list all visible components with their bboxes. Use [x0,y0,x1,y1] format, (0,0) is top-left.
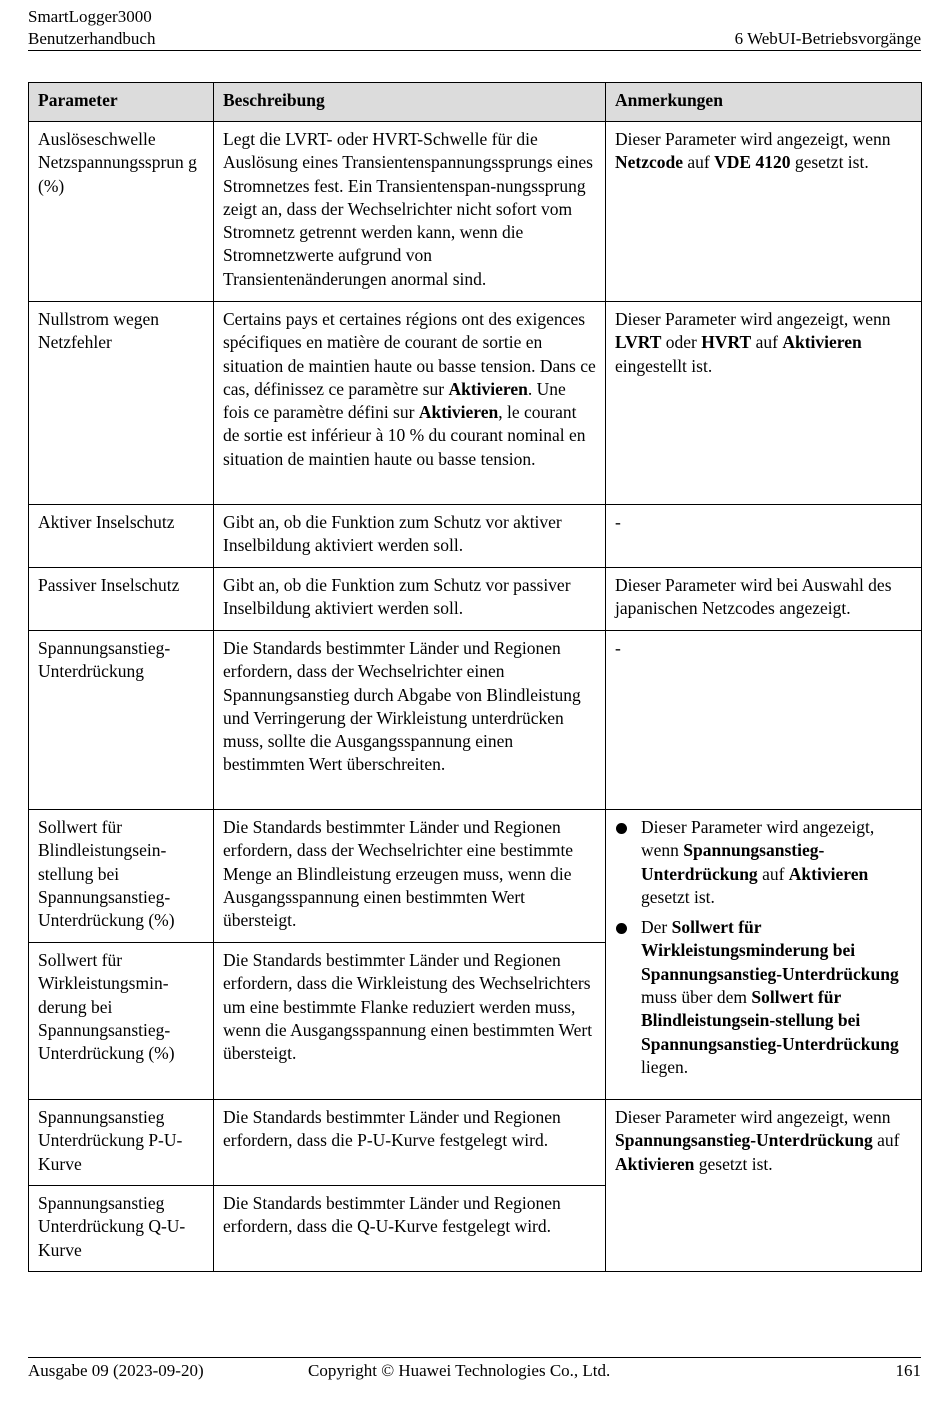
remark-cell: Dieser Parameter wird angezeigt, wenn LVRT oder HVRT auf Aktivieren eingestellt ist. [606,302,922,505]
parameter-cell: Nullstrom wegen Netzfehler [29,302,214,505]
remark-cell: - [606,631,922,810]
description-cell: Die Standards bestimmter Länder und Regionen erfordern, dass der Wechselrichter eine bestimmte Menge an Blindleistung erzeugen muss, wenn die Ausgangsspannung einen bestimmten Wert übersteigt. [214,810,606,943]
remark-cell [606,810,922,1100]
column-header-parameter: Parameter [29,83,214,122]
header-rule [28,50,921,51]
parameter-cell: Spannungsanstieg Unterdrückung P-U-Kurve [29,1100,214,1186]
parameter-cell: Aktiver Inselschutz [29,505,214,568]
parameter-table [28,82,922,1272]
remark-bullet-list [615,816,912,1079]
parameter-cell: Sollwert für Blindleistungsein-stellung bei Spannungsanstieg-Unterdrückung (%) [29,810,214,943]
table-row [29,122,922,302]
product-name: SmartLogger3000 [28,7,152,26]
table-header-row [29,83,922,122]
page-number: 161 [895,1361,921,1380]
bullet-icon [616,923,627,934]
column-header-description: Beschreibung [214,83,606,122]
description-cell: Gibt an, ob die Funktion zum Schutz vor aktiver Inselbildung aktiviert werden soll. [214,505,606,568]
remark-cell: Dieser Parameter wird angezeigt, wenn Spannungsanstieg-Unterdrückung auf Aktivieren gesetzt ist. [606,1100,922,1272]
parameter-cell: Auslöseschwelle Netzspannungssprun g (%) [29,122,214,302]
parameter-cell: Spannungsanstieg-Unterdrückung [29,631,214,810]
parameter-cell: Passiver Inselschutz [29,568,214,631]
description-cell: Die Standards bestimmter Länder und Regionen erfordern, dass die Wirkleistung des Wechselrichters um eine bestimmte Flanke reduziert werden muss, wenn die Ausgangsspannung einen bestimmten Wert übersteigt. [214,943,606,1100]
chapter-title: 6 WebUI-Betriebsvorgänge [734,29,921,48]
table-row [29,631,922,810]
description-cell: Die Standards bestimmter Länder und Regionen erfordern, dass der Wechselrichter einen Spannungsanstieg durch Abgabe von Blindleistung und Verringerung der Wirkleistung unterdrücken muss, sollte die Ausgangsspannung einen bestimmten Wert überschreiten. [214,631,606,810]
parameter-cell: Sollwert für Wirkleistungsmin-derung bei Spannungsanstieg-Unterdrückung (%) [29,943,214,1100]
remark-cell: Dieser Parameter wird bei Auswahl des japanischen Netzcodes angezeigt. [606,568,922,631]
table-row [29,810,922,943]
description-cell: Certains pays et certaines régions ont des exigences spécifiques en matière de courant de sortie en situation de maintien haute ou basse tension. Dans ce cas, définissez ce paramètre sur Aktivieren. Une fois ce paramètre défini sur Aktivieren, le courant de sortie est inférieur à 10 % du courant nominal en situation de maintien haute ou basse tension. [214,302,606,505]
table-row [29,1100,922,1186]
description-cell: Die Standards bestimmter Länder und Regionen erfordern, dass die Q-U-Kurve festgelegt wird. [214,1186,606,1272]
remark-cell: Dieser Parameter wird angezeigt, wenn Netzcode auf VDE 4120 gesetzt ist. [606,122,922,302]
footer-rule [28,1357,921,1358]
column-header-remarks: Anmerkungen [606,83,922,122]
table-row [29,505,922,568]
table-row [29,568,922,631]
copyright-label: Copyright © Huawei Technologies Co., Ltd. [308,1361,611,1380]
parameter-cell: Spannungsanstieg Unterdrückung Q-U-Kurve [29,1186,214,1272]
table-row [29,302,922,505]
bullet-icon [616,823,627,834]
list-item: Der Sollwert für Wirkleistungsminderung bei Spannungsanstieg-Unterdrückung muss über dem Sollwert für Blindleistungsein-stellung bei Spannungsanstieg-Unterdrückung liegen. [615,916,912,1079]
description-cell: Legt die LVRT- oder HVRT-Schwelle für die Auslösung eines Transientenspannungssprungs eines Stromnetzes fest. Ein Transientenspan-nungssprung zeigt an, dass der Wechselrichter nicht sofort vom Stromnetz getrennt werden kann, wenn die Stromnetzwerte aufgrund von Transientenänderungen anormal sind. [214,122,606,302]
edition-label: Ausgabe 09 (2023-09-20) [28,1361,204,1380]
remark-cell: - [606,505,922,568]
manual-name: Benutzerhandbuch [28,29,156,48]
list-item: Dieser Parameter wird angezeigt, wenn Spannungsanstieg-Unterdrückung auf Aktivieren gesetzt ist. [615,816,912,909]
description-cell: Die Standards bestimmter Länder und Regionen erfordern, dass die P-U-Kurve festgelegt wird. [214,1100,606,1186]
page-header-left [28,6,155,50]
description-cell: Gibt an, ob die Funktion zum Schutz vor passiver Inselbildung aktiviert werden soll. [214,568,606,631]
